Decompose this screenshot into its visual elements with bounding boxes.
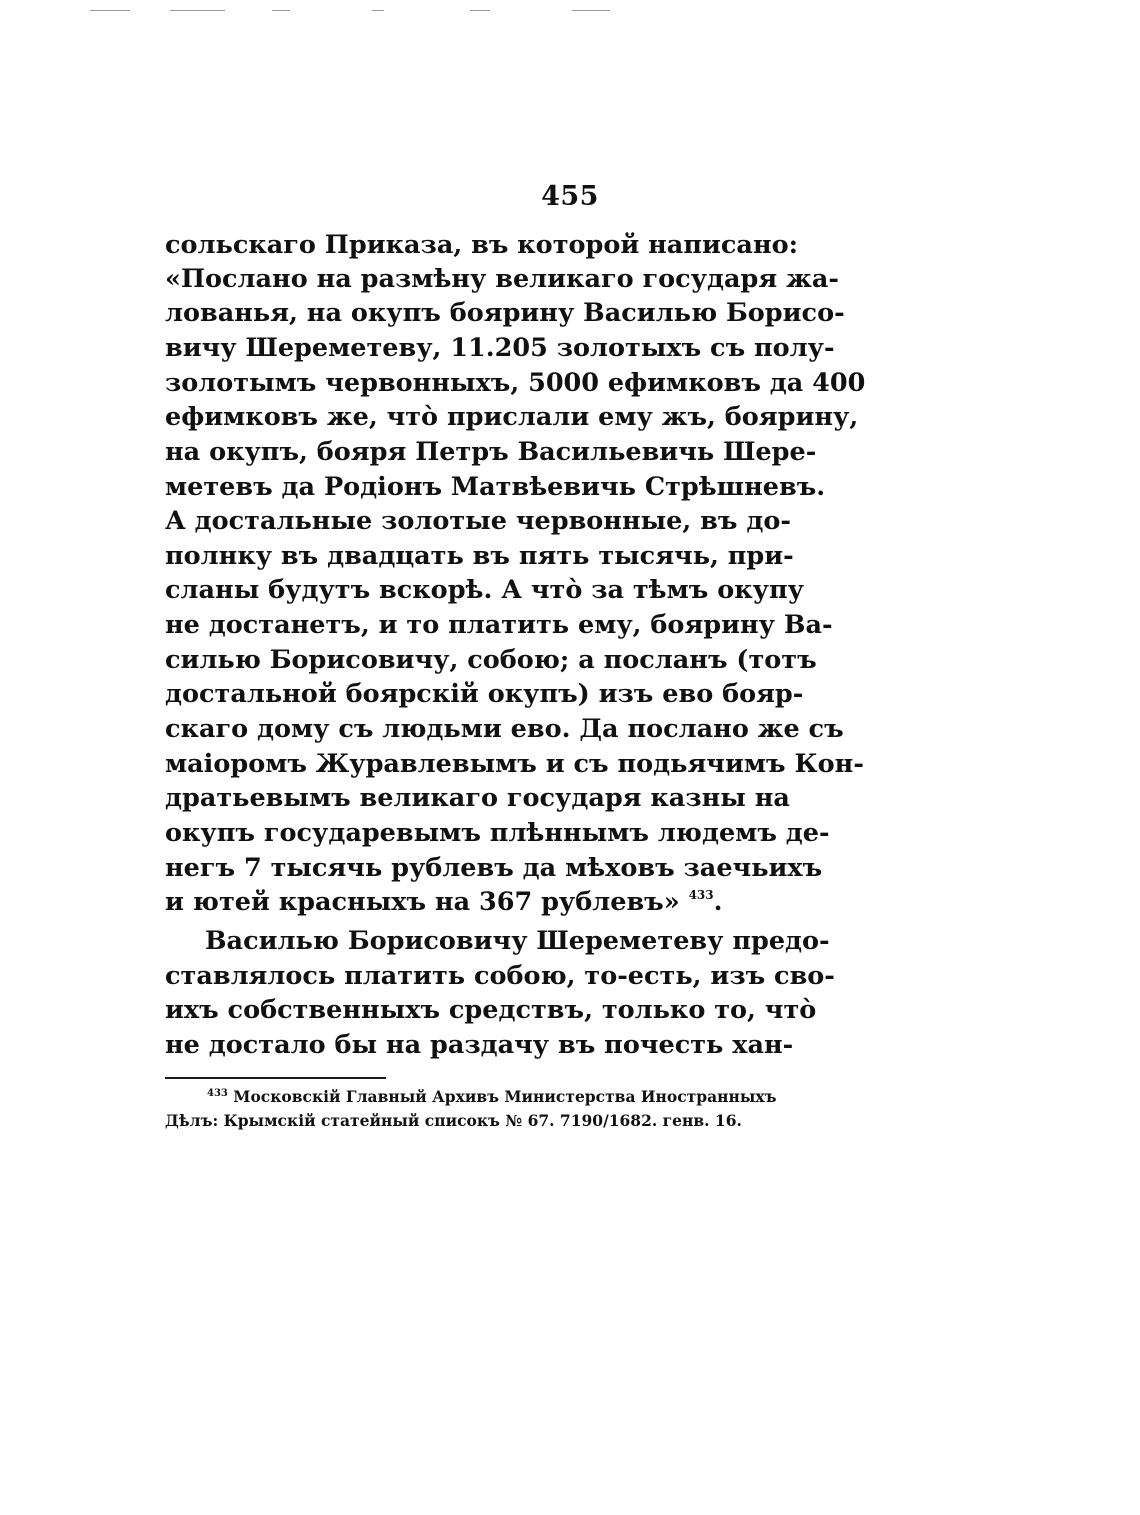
text-line: сольскаго Приказа, въ которой написано: <box>165 230 799 260</box>
text-line: лованья, на окупъ боярину Василью Борисо- <box>165 298 845 328</box>
footnote-rule <box>165 1077 386 1079</box>
text-line: скаго дому съ людьми ево. Да послано же съ <box>165 714 844 744</box>
text-line: золотымъ червонныхъ, 5000 ефимковъ да 400 <box>165 368 866 398</box>
text-line: вичу Шереметеву, 11.205 золотыхъ съ полу- <box>165 333 835 363</box>
text-line: полнку въ двадцать въ пять тысячь, при- <box>165 541 794 571</box>
text-line: на окупъ, бояря Петръ Васильевичь Шере- <box>165 437 817 467</box>
footnote-text: Московскій Главный Архивъ Министерства Иностранныхъ <box>233 1087 777 1106</box>
text-line: ставлялось платить собою, то-есть, изъ сво- <box>165 961 835 991</box>
text-line: «Послано на размѣну великаго государя жа- <box>165 264 839 294</box>
scan-mark <box>170 10 225 11</box>
scan-mark <box>272 10 290 11</box>
scan-mark <box>470 10 490 11</box>
footnote-line: Дѣлъ: Крымскій статейный списокъ № 67. 7190/1682. генв. 16. <box>165 1111 742 1130</box>
footnote-reference-tail: . <box>713 887 723 917</box>
text-line: ихъ собственныхъ средствъ, только то, чтò <box>165 995 817 1025</box>
text-line: достальной боярскій окупъ) изъ ево бояр- <box>165 679 804 709</box>
text-line: силью Борисовичу, собою; а посланъ (тотъ <box>165 645 817 675</box>
text-line: А достальные золотые червонные, въ до- <box>165 506 791 536</box>
text-line: окупъ государевымъ плѣннымъ людемъ де- <box>165 818 830 848</box>
scan-mark <box>372 10 384 11</box>
text-line: сланы будутъ вскорѣ. А чтò за тѣмъ окупу <box>165 575 804 605</box>
footnote-line <box>207 1086 777 1108</box>
text-line: негъ 7 тысячь рублевъ да мѣховъ заечьихъ <box>165 853 823 883</box>
text-line-content: и ютей красныхъ на 367 рублевъ» <box>165 887 680 917</box>
footnote-number: 433 <box>207 1088 228 1099</box>
scan-mark <box>572 10 610 11</box>
text-line: ефимковъ же, чтò прислали ему жъ, боярину, <box>165 402 859 432</box>
text-line: маіоромъ Журавлевымъ и съ подьячимъ Кон- <box>165 749 864 779</box>
footnote-reference: 433 <box>688 888 714 902</box>
text-line: не достало бы на раздачу въ почесть хан- <box>165 1030 794 1060</box>
text-line: Василью Борисовичу Шереметеву предо- <box>205 926 830 956</box>
text-line: метевъ да Родіонъ Матвѣевичь Стрѣшневъ. <box>165 472 826 502</box>
text-line: дратьевымъ великаго государя казны на <box>165 783 790 813</box>
text-line: не достанетъ, и то платить ему, боярину Ва- <box>165 610 833 640</box>
scan-mark <box>90 10 130 11</box>
text-line <box>165 887 743 917</box>
page-number: 455 <box>541 181 599 212</box>
